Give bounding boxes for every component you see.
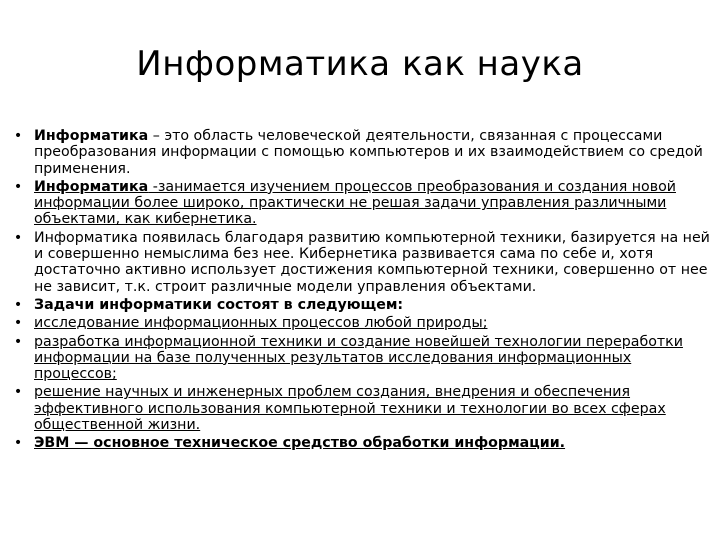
- bullet-icon: •: [13, 333, 23, 350]
- bullet-icon: •: [13, 128, 23, 144]
- list-item: [8, 384, 714, 433]
- bullet-icon: •: [13, 384, 23, 401]
- list-item: [8, 435, 714, 451]
- bullet-icon: •: [13, 315, 23, 332]
- slide-title: Информатика как наука: [136, 44, 584, 84]
- list-item: [8, 315, 714, 331]
- bullet-icon: •: [13, 178, 23, 195]
- computer-statement: ЭВМ — основное техническое средство обработки информации.: [34, 435, 566, 452]
- item-text: решение научных и инженерных проблем создания, внедрения и обеспечения эффективного использования компьютерной техники и технологии во всех сферах общественной жизни.: [34, 384, 666, 434]
- bullet-icon: •: [13, 229, 23, 246]
- list-item: [8, 297, 714, 313]
- bullet-icon: •: [13, 296, 23, 313]
- item-text: Информатика появилась благодаря развитию компьютерной техники, базируется на ней и совершенно немыслима без нее. Кибернетика развивается сама по себе и, хотя достаточно активно использует достижения компьютерной техники, совершенно от нее не зависит, т.к. строит различные модели управления объектами.: [34, 229, 710, 295]
- term-bold: Информатика: [34, 178, 149, 195]
- term-bold: Информатика: [34, 128, 149, 144]
- list-item: [8, 179, 714, 228]
- list-item: [8, 230, 714, 295]
- item-text: исследование информационных процессов любой природы;: [34, 315, 488, 332]
- item-text: – это область человеческой деятельности, связанная с процессами преобразования информации с помощью компьютеров и их взаимодействием со средой применения.: [34, 128, 703, 177]
- list-item: [8, 334, 714, 383]
- tasks-heading: Задачи информатики состоят в следующем:: [34, 296, 404, 313]
- bullet-icon: •: [13, 435, 23, 452]
- item-text: -занимается изучением процессов преобразования и создания новой информации более широко, практически не решая задачи управления различными объектами, как кибернетика.: [34, 178, 676, 228]
- item-text: разработка информационной техники и создание новейшей технологии переработки информации на базе полученных результатов исследования информационных процессов;: [34, 333, 683, 383]
- bullet-list: [8, 128, 714, 454]
- list-item: [8, 128, 714, 177]
